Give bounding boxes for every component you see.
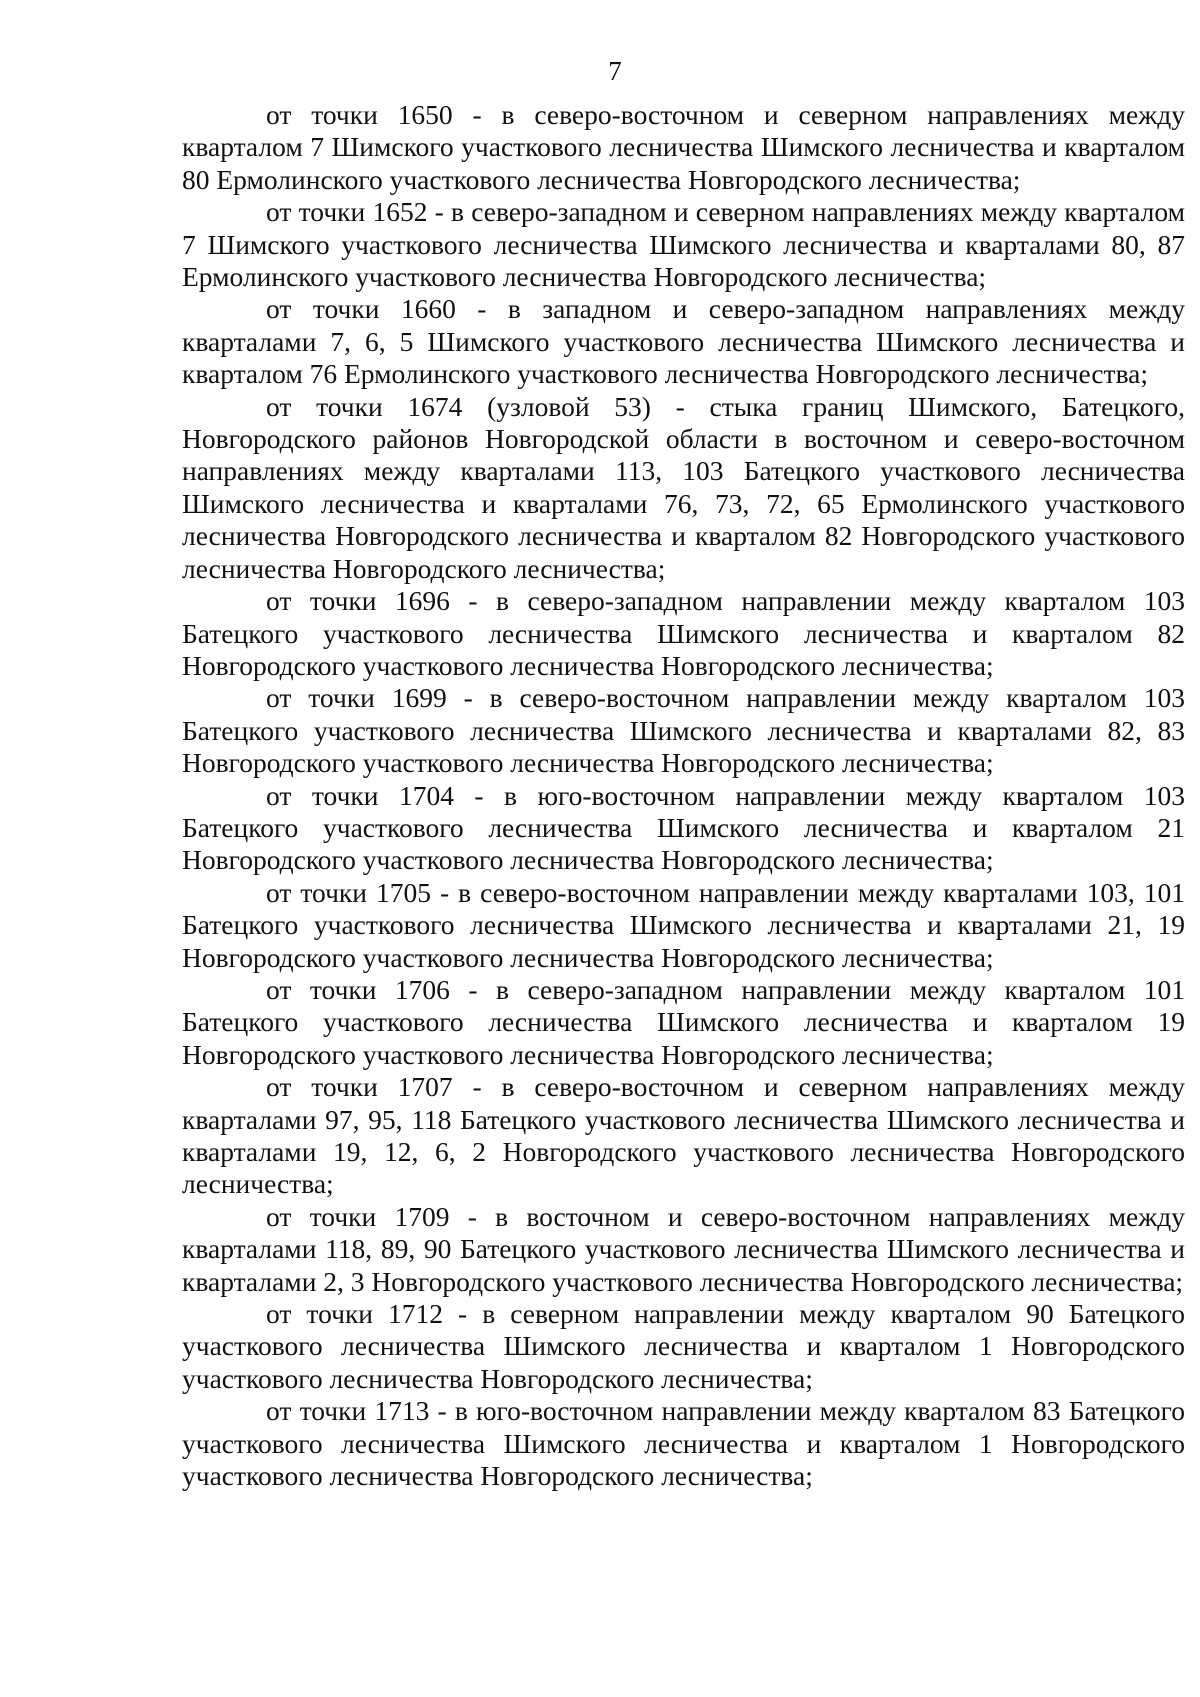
boundary-paragraph-1660: от точки 1660 - в западном и северо-западном направлениях между кварталами 7, 6, 5 Шимского участкового лесничества Шимского лесничества и кварталом 76 Ермолинского участкового лесничества Новгородского лесничества; [182, 293, 1185, 390]
boundary-paragraph-1712: от точки 1712 - в северном направлении между кварталом 90 Батецкого участкового лесничества Шимского лесничества и кварталом 1 Новгородского участкового лесничества Новгородского лесничества; [182, 1298, 1185, 1394]
page-number: 7 [608, 56, 622, 86]
boundary-paragraph-1705: от точки 1705 - в северо-восточном направлении между кварталами 103, 101 Батецкого участкового лесничества Шимского лесничества и кварталами 21, 19 Новгородского участкового лесничества Новгородского лесничества; [182, 876, 1185, 973]
boundary-paragraph-1706: от точки 1706 - в северо-западном направлении между кварталом 101 Батецкого участкового лесничества Шимского лесничества и кварталом 19 Новгородского участкового лесничества Новгородского лесничества; [182, 973, 1185, 1070]
boundary-paragraph-1650: от точки 1650 - в северо-восточном и северном направлениях между кварталом 7 Шимского участкового лесничества Шимского лесничества и кварталом 80 Ермолинского участкового лесничества Новгородского лесничества; [182, 99, 1185, 195]
boundary-paragraph-1713: от точки 1713 - в юго-восточном направлении между кварталом 83 Батецкого участкового лесничества Шимского лесничества и кварталом 1 Новгородского участкового лесничества Новгородского лесничества; [182, 1395, 1185, 1492]
boundary-paragraph-1699: от точки 1699 - в северо-восточном направлении между кварталом 103 Батецкого участкового лесничества Шимского лесничества и кварталами 82, 83 Новгородского участкового лесничества Новгородского лесничества; [182, 682, 1185, 779]
boundary-paragraph-1707: от точки 1707 - в северо-восточном и северном направлениях между кварталами 97, 95, 118 Батецкого участкового лесничества Шимского лесничества и кварталами 19, 12, 6, 2 Новгородского участкового лесничества Новгородского лесничества; [182, 1071, 1185, 1200]
boundary-paragraph-1674: от точки 1674 (узловой 53) - стыка границ Шимского, Батецкого, Новгородского районов Новгородской области в восточном и северо-восточном направлениях между кварталами 113, 103 Батецкого участкового лесничества Шимского лесничества и кварталами 76, 73, 72, 65 Ермолинского участкового лесничества Новгородского лесничества и кварталом 82 Новгородского участкового лесничества Новгородского лесничества; [182, 390, 1185, 584]
document-body [182, 99, 1185, 1492]
boundary-paragraph-1696: от точки 1696 - в северо-западном направлении между кварталом 103 Батецкого участкового лесничества Шимского лесничества и кварталом 82 Новгородского участкового лесничества Новгородского лесничества; [182, 585, 1185, 681]
boundary-paragraph-1709: от точки 1709 - в восточном и северо-восточном направлениях между кварталами 118, 89, 90 Батецкого участкового лесничества Шимского лесничества и кварталами 2, 3 Новгородского участкового лесничества Новгородского лесничества; [182, 1200, 1185, 1297]
boundary-paragraph-1704: от точки 1704 - в юго-восточном направлении между кварталом 103 Батецкого участкового лесничества Шимского лесничества и кварталом 21 Новгородского участкового лесничества Новгородского лесничества; [182, 779, 1185, 876]
boundary-paragraph-1652: от точки 1652 - в северо-западном и северном направлениях между кварталом 7 Шимского участкового лесничества Шимского лесничества и кварталами 80, 87 Ермолинского участкового лесничества Новгородского лесничества; [182, 196, 1185, 293]
